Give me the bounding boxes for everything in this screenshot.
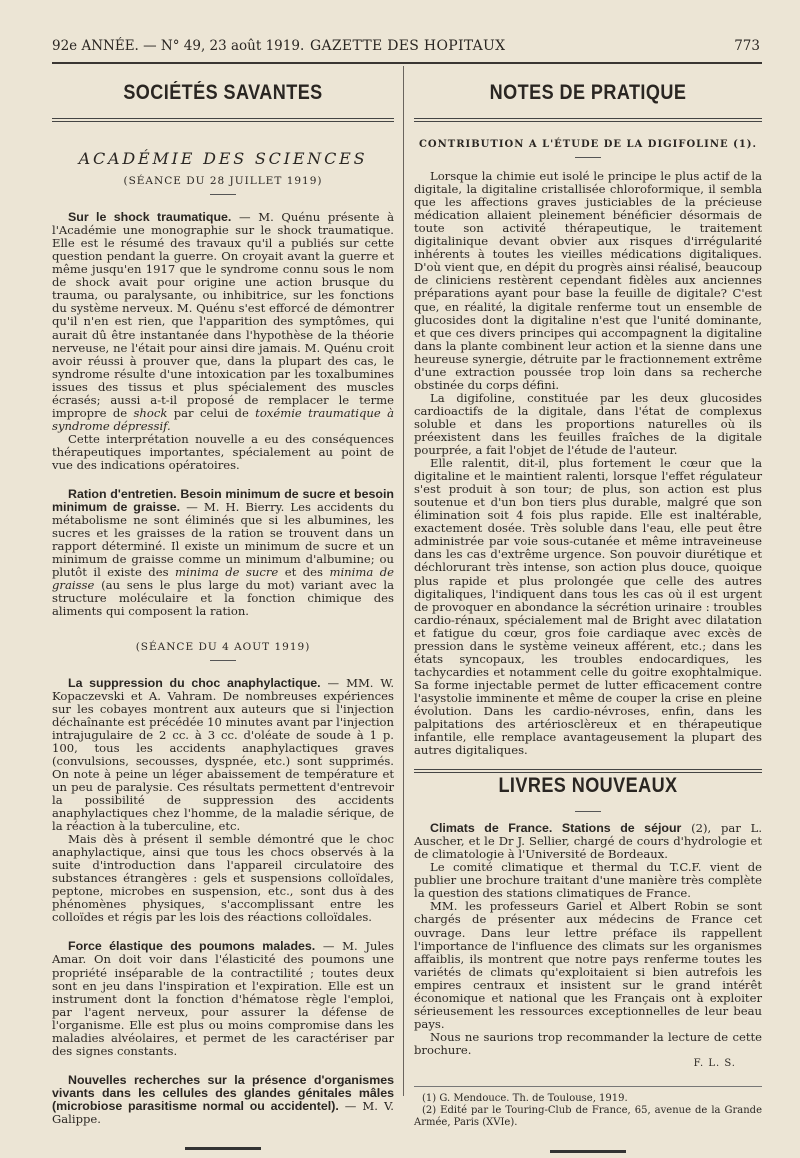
article-text: — MM. W. Kopaczevski et A. Vahram. De nombreuses expériences sur les cobayes montrent aux auteurs que si l'injection déchaînante est précédée 10 minutes avant par l'injection intrajugulaire de 2 cc. à 3 cc. d'oléate de soude à 1 p. 100, tous les accidents anaphylactiques graves (convulsions, secousses, dyspnée, etc.) sont supprimés. On note à peine un léger abaissement de température et un peu de paralysie. Ces résultats permettent d'entrevoir la possibilité de suppression des accidents anaphylactiques chez l'homme, de la maladie sérique, de la réaction à la tuberculine, etc. — [52, 675, 395, 834]
article-paragraph: Nous ne saurions trop recommander la lecture de cette brochure. — [414, 1029, 762, 1057]
article-text: — M. Jules Amar. On doit voir dans l'élasticité des poumons une propriété inséparable de la contractilité ; toutes deux sont en jeu dans l'inspiration et l'expiration. Elle est un instrument dont la fonction d'hématose règle l'emploi, par l'agent nerveux, pour assurer la défense de l'organisme. Elle est plus ou moins compromise dans les maladies alvéolaires, et permet de les caractériser par des signes constants. — [52, 939, 394, 1058]
article-paragraph: Mais dès à présent il semble démontré que le choc anaphylactique, ainsi que tous les chocs observés à la suite d'introduction dans l'appareil circulatoire des substances étrangères : gels et suspensions colloïdales, peptone, microbes en suspension, etc., sont dus à des phénomènes physiques, s'accomplissant entre les colloïdes et régis par les lois des réactions colloïdales. — [52, 832, 394, 925]
ornament-divider — [414, 1145, 762, 1158]
section-rule — [52, 118, 394, 122]
italic-term: shock — [133, 405, 168, 420]
article-ration — [52, 488, 394, 618]
section-rule — [414, 769, 762, 773]
left-column — [52, 76, 394, 1155]
running-header — [52, 38, 760, 60]
right-column — [414, 76, 762, 1158]
article-paragraph: Cette interprétation nouvelle a eu des conséquences thérapeutiques importantes, spécialement au point de vue des indications opératoires. — [52, 431, 394, 472]
article-paragraph: Lorsque la chimie eut isolé le principe le plus actif de la digitale, la digitaline cristallisée chloroformique, il sembla que les affections graves justiciables de la précieuse médication allaient pleinement bénéficier désormais de toute son activité thérapeutique, le traitement digitalinique devant obvier aux risques d'irrégularité inhérents à toutes les vieilles médications digitaliques. D'où vient que, en dépit du progrès ainsi réalisé, beaucoup de cliniciens restèrent cependant fidèles aux anciennes préparations ayant pour base la feuille de digitale? C'est que, en réalité, la digitale renferme tout un ensemble de glucosides dont la digitaline n'est que l'unité dominante, et que ces divers principes qui accompagnent la digitaline dans la plante combinent leur action et la sienne dans une heureuse synergie, détruite par le fractionnement extrême d'une extraction poussée trop loin dans sa recherche obstinée du corps défini. — [414, 169, 762, 392]
ornament-divider — [52, 1142, 394, 1155]
article-paragraph: Le comité climatique et thermal du T.C.F. vient de publier une brochure traitant d'une manière très complète la question des stations climatiques de France. — [414, 860, 762, 901]
italic-term: toxémie traumatique à syndrome dépressif. — [52, 405, 394, 433]
book-title: Climats de France. Stations de séjour — [430, 821, 682, 836]
article-title: Sur le shock traumatique. — [68, 210, 232, 225]
seance-date-2: (SÉANCE DU 4 AOUT 1919) — [135, 640, 311, 653]
article-text: et des — [278, 565, 330, 580]
article-title: Ration d'entretien. Besoin minimum de sucre et besoin minimum de graisse. — [52, 487, 394, 515]
article-anaphylaxie — [52, 677, 394, 925]
article-subheading: CONTRIBUTION A L'ÉTUDE DE LA DIGIFOLINE (1). — [418, 139, 758, 150]
issue-info: 92e ANNÉE. — N° 49, 23 août 1919. — [52, 38, 305, 54]
article-text: — M. V. Galippe. — [52, 1098, 394, 1126]
academy-heading: ACADÉMIE DES SCIENCES — [78, 149, 368, 168]
column-divider — [403, 66, 404, 1096]
journal-title: GAZETTE DES HOPITAUX — [310, 38, 506, 54]
section-title-notes: NOTES DE PRATIQUE — [489, 81, 687, 104]
italic-term: minima de sucre — [174, 565, 279, 580]
seance-date-1: (SÉANCE DU 28 JUILLET 1919) — [123, 175, 323, 188]
section-title-societes: SOCIÉTÉS SAVANTES — [123, 81, 323, 104]
signature: F. L. S. — [693, 1058, 736, 1069]
section-title-livres: LIVRES NOUVEAUX — [498, 774, 678, 798]
article-text: par celui de — [167, 405, 256, 420]
article-text: — M. Quénu présente à l'Académie une monographie sur le shock traumatique. Elle est le résumé des travaux qu'il a publiés sur cette question pendant la guerre. On croyait avant la guerre et même jusqu'en 1917 que le syndrome connu sous le nom de shock avait pour origine une action brusque du trauma, ou paralysante, ou inhibitrice, sur les fonctions du système nerveux. M. Quénu s'est efforcé de démontrer qu'il n'en est rien, que l'apparition des symptômes, qui aurait dû être instantanée dans l'hypothèse de la théorie nerveuse, ne l'était pour ainsi dire jamais. M. Quénu croit avoir réussi à prouver que, dans la plupart des cas, le syndrome résulte d'une intoxication par les toxalbumines issues des tissus et plus spécialement des muscles écrasés; aussi a-t-il proposé de remplacer le terme impropre de — [52, 210, 394, 420]
short-rule — [210, 660, 236, 661]
article-paragraph: Elle ralentit, dit-il, plus fortement le cœur que la digitaline et le maintient ralenti, lorsque l'effet régulateur s'est produit à son tour; de plus, son action est plus soutenue et d'un bon tiers plus durable, malgré que son élimination soit 4 fois plus rapide. Elle est inaltérable, exactement dosée. Très soluble dans l'eau, elle peut être administrée par voie sous-cutanée et même intraveineuse dans les cas d'extrême urgence. Son pouvoir diurétique et déchlorurant très intense, son action plus douce, quoique plus rapide et plus prolongée que celle des autres digitaliques, l'indiquent dans tous les cas où il est urgent de provoquer en abondance la sécrétion urinaire : troubles cardio-rénaux, spécialement mal de Bright avec dilatation et fatigue du cœur, gros foie cardiaque avec excès de pression dans le système veineux afférent, etc.; dans les états syncopaux, les troubles endocardiques, les tachycardies et notamment celle du goitre exophtalmique. Sa forme injectable permet de lutter efficacement contre l'asystolie imminente et même de couper la crise en pleine évolution. Dans les cardio-névroses, enfin, dans les palpitations des artériosclèreux et en thérapeutique infantile, elle remplace avantageusement la plupart des autres digitaliques. — [414, 456, 762, 758]
page-number: 773 — [734, 38, 760, 54]
header-rule — [52, 62, 762, 64]
article-text: (au sens le plus large du mot) variant avec la structure moléculaire et la fonction chimique des aliments qui composent la ration. — [52, 578, 394, 619]
article-title: Nouvelles recherches sur la présence d'organismes vivants dans les cellules des glandes génitales mâles (microbiose parasitisme normal ou accidentel). — [52, 1072, 394, 1113]
italic-term: minima de graisse — [52, 565, 394, 593]
footnote-1: (1) G. Mendouce. Th. de Toulouse, 1919. — [422, 1093, 628, 1105]
footnotes — [414, 1086, 762, 1129]
short-rule — [210, 194, 236, 195]
article-paragraph: MM. les professeurs Gariel et Albert Robin se sont chargés de présenter aux médecins de France cet ouvrage. Dans leur lettre préface ils rappellent l'importance de l'influence des climats sur les organismes affaiblis, ils montrent que notre pays renferme toutes les variétés de climats qu'exploitaient si bien autrefois les empires centraux et insistent sur le grand intérêt économique et national que les Français ont à exploiter sérieusement les ressources exceptionnelles de leur beau pays. — [414, 899, 762, 1031]
article-text: — M. H. Bierry. Les accidents du métabolisme ne sont éliminés que si les albumines, les sucres et les graisses de la ration se trouvent dans un rapport déterminé. Il existe un minimum de sucre et un minimum de graisse comme un minimum d'albumine; ou plutôt il existe des — [52, 500, 394, 580]
book-review — [414, 822, 762, 1070]
article-digifoline — [414, 170, 762, 757]
article-title: La suppression du choc anaphylactique. — [68, 675, 321, 690]
article-title: Force élastique des poumons malades. — [68, 939, 316, 954]
article-organismes — [52, 1074, 394, 1126]
book-reference: (2), par L. Auscher, et le Dr J. Sellier, chargé de cours d'hydrologie et de climatologie à l'Université de Bordeaux. — [414, 821, 762, 862]
section-rule — [414, 118, 762, 122]
short-rule — [575, 811, 601, 812]
article-paragraph: La digifoline, constituée par les deux glucosides cardioactifs de la digitale, dans l'état de complexus soluble et dans les proportions naturelles où ils préexistent dans les feuilles fraîches de la digitale pourprée, a fait l'objet de l'étude de l'auteur. — [414, 390, 762, 458]
article-shock — [52, 211, 394, 472]
footnote-2: (2) Edité par le Touring-Club de France, 65, avenue de la Grande Armée, Paris (XVIe). — [414, 1105, 762, 1129]
short-rule — [575, 157, 601, 158]
article-poumons — [52, 940, 394, 1057]
